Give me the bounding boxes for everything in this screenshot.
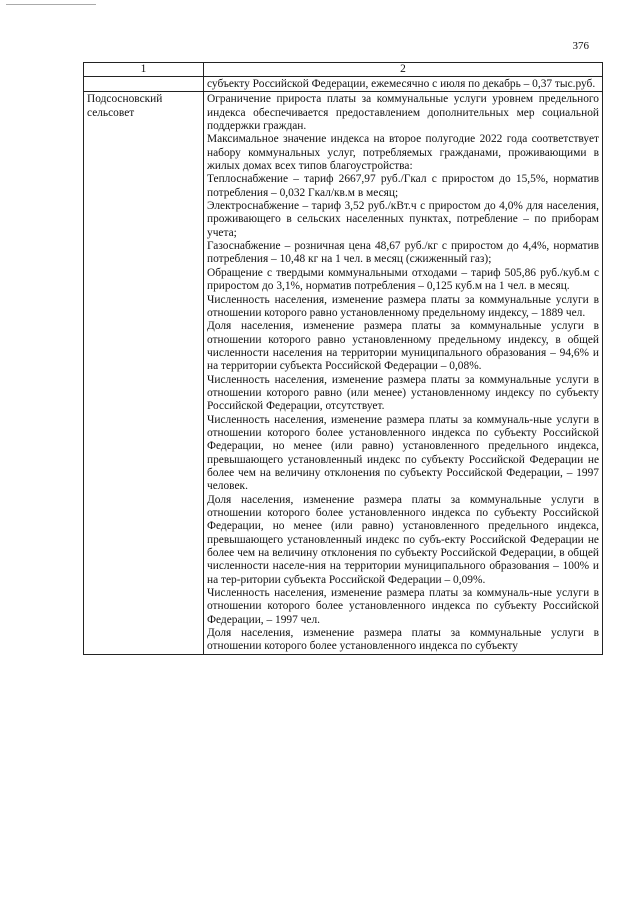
- paragraph: Максимальное значение индекса на второе полугодие 2022 года соответствует набору коммунальных услуг, потребляемых гражданами, проживающими в жилых домах всех типов благоустройства:: [207, 133, 599, 173]
- paragraph: Численность населения, изменение размера платы за коммуналь-ные услуги в отношении которого более установленного индекса по субъекту Российской Федерации, – 1997 чел.: [207, 587, 599, 626]
- paragraph: Численность населения, изменение размера платы за коммуналь-ные услуги в отношении которого более установленного индекса по субъекту Российской Федерации, но менее (или равно) установленного предельного индекса, превышающего установленный индекс по субъекту Российской Федерации не более чем на величину отклонения по субъекту Российской Федерации, – 1997 человек.: [207, 413, 599, 493]
- table-cell-empty: [84, 77, 204, 92]
- table-header-row: [84, 63, 603, 77]
- paragraph: Теплоснабжение – тариф 2667,97 руб./Гкал с приростом до 15,5%, норматив потребления – 0,032 Гкал/кв.м в месяц;: [207, 173, 599, 199]
- paragraph: Обращение с твердыми коммунальными отходами – тариф 505,86 руб./куб.м с приростом до 3,1%, норматив потребления – 0,125 куб.м на 1 чел. в месяц.: [207, 266, 599, 293]
- municipality-name: Подсосновский сельсовет: [84, 92, 204, 654]
- document-table: [83, 62, 603, 655]
- paragraph: Численность населения, изменение размера платы за коммунальные услуги в отношении которого равно установленному предельному индексу, – 1889 чел.: [207, 293, 599, 319]
- top-divider: [6, 4, 96, 5]
- paragraph: Доля населения, изменение размера платы за коммунальные услуги в отношении которого более установленного индекса по субъекту: [207, 627, 599, 653]
- paragraph: Доля населения, изменение размера платы за коммунальные услуги в отношении которого равно установленному предельному индексу, в общей численности населения на территории муниципального образования – 94,6% и на территории субъекта Российской Федерации – 0,08%.: [207, 320, 599, 373]
- paragraph: Электроснабжение – тариф 3,52 руб./кВт.ч с приростом до 4,0% для населения, проживающего в сельских населенных пунктах, потребление – по приборам учета;: [207, 200, 599, 239]
- table-row: [84, 92, 603, 654]
- continuation-text: субъекту Российской Федерации, ежемесячно с июля по декабрь – 0,37 тыс.руб.: [207, 78, 596, 90]
- paragraph: Доля населения, изменение размера платы за коммунальные услуги в отношении которого более установленного индекса по субъекту Российской Федерации, но менее (или равно) установленного предельного индекса, превышающего установленный индекс по субъ-екту Российской Федерации не более чем на величину отклонения по субъекту Российской Федерации, в общей численности населе-ния на территории муниципального образования – 100% и на тер-ритории субъекта Российской Федерации – 0,09%.: [207, 493, 599, 586]
- table-cell-continuation: [204, 77, 603, 92]
- paragraph: Численность населения, изменение размера платы за коммунальные услуги в отношении которого равно (или менее) установленному индексу по субъекту Российской Федерации, отсутствует.: [207, 373, 599, 413]
- table-row: [84, 77, 603, 92]
- paragraph: Газоснабжение – розничная цена 48,67 руб./кг с приростом до 4,4%, норматив потребления – 10,48 кг на 1 чел. в месяц (сжиженный газ);: [207, 240, 599, 266]
- table-cell-description: [204, 92, 603, 654]
- column-header-2: 2: [204, 63, 603, 77]
- paragraph: Ограничение прироста платы за коммунальные услуги уровнем предельного индекса обеспечивается предоставлением дополнительных мер социальной поддержки граждан.: [207, 93, 599, 133]
- page-number: 376: [572, 40, 589, 52]
- column-header-1: 1: [84, 63, 204, 77]
